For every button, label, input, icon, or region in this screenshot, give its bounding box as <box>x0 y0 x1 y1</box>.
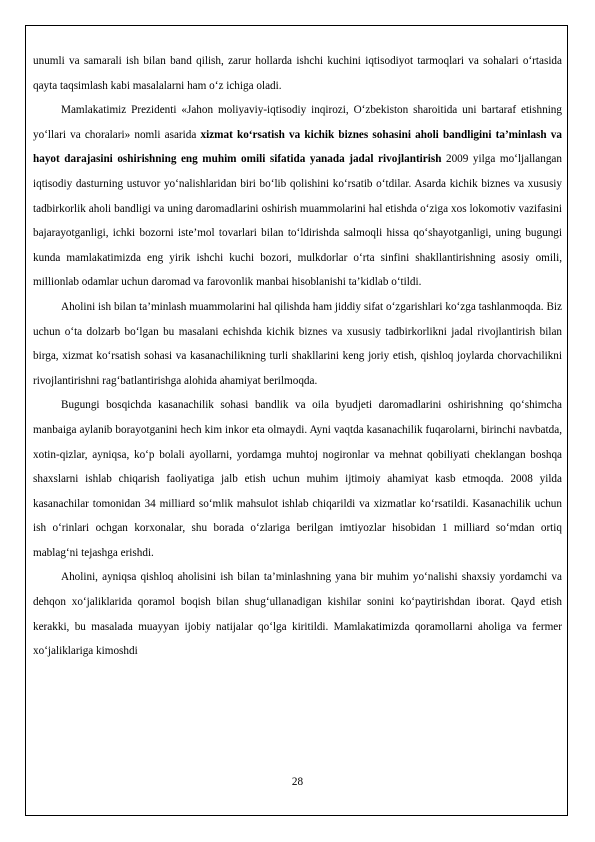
page-number: 28 <box>291 776 304 788</box>
paragraph <box>33 295 562 393</box>
paragraph-text: Mamlakatimiz Prezidenti «Jahon moliyaviy-iqtisodiy inqirozi, O‘zbekiston sharoitida uni bartaraf etishning yo‘llari va choralari» nomli asarida <box>33 104 562 141</box>
paragraph <box>33 565 562 663</box>
bold-text: xizmat ko‘rsatish va kichik biznes sohasini aholi bandligini ta’minlash va hayot darajasini oshirishning eng muhim omili sifatida yanada jadal rivojlantirish <box>33 128 562 166</box>
paragraph-text: Bugungi bosqichda kasanachilik sohasi bandlik va oila byudjeti daromadlarini oshirishning qo‘shimcha manbaiga aylanib borayotganini hech kim inkor eta olmaydi. Ayni vaqtda kasanachilik fuqarolarni, birinchi navbatda, xotin-qizlar, ayniqsa, ko‘p bolali ayollarni, yordamga muhtoj nogironlar va mehnat qobiliyati cheklangan boshqa shaxslarni ishlab chiqarish faoliyatiga jalb etish uchun muhim ijtimoiy ahamiyat kasb etmoqda. 2008 yilda kasanachilar tomonidan 34 milliard so‘mlik mahsulot ishlab chiqarildi va xizmatlar ko‘rsatildi. Kasanachilik uchun ish o‘rinlari ochgan korxonalar, shu borada o‘zlariga berilgan imtiyozlar hisobidan 1 milliard so‘mdan ortiq mablag‘ni tejashga erishdi. <box>33 399 562 559</box>
paragraph-text: Aholini ish bilan ta’minlash muammolarini hal qilishda ham jiddiy sifat o‘zgarishlari ko‘zga tashlanmoqda. Biz uchun o‘ta dolzarb bo‘lgan bu masalani echishda kichik biznes va xususiy tadbirkorlikni jadal rivojlantirish bilan birga, xizmat ko‘rsatish sohasi va kasanachilikning turli shakllarini keng joriy etish, qishloq joylarda chorvachilikni rivojlantirishni rag‘batlantirishga alohida ahamiyat berilmoqda. <box>33 300 562 387</box>
paragraph <box>33 49 562 98</box>
paragraph <box>33 98 562 295</box>
paragraph-text: Aholini, ayniqsa qishloq aholisini ish bilan ta’minlashning yana bir muhim yo‘nalishi shaxsiy yordamchi va dehqon xo‘jaliklarida qoramol boqish bilan shug‘ullanadigan kishilar sonini ko‘paytirishdan iborat. Qayd etish kerakki, bu masalada muayyan ijobiy natijalar qo‘lga kiritildi. Mamlakatimizda qoramollarni aholiga va fermer xo‘jaliklariga kimoshdi <box>33 571 562 658</box>
paragraph <box>33 393 562 565</box>
document-body <box>33 49 562 664</box>
paragraph-text: unumli va samarali ish bilan band qilish, zarur hollarda ishchi kuchini iqtisodiyot tarmoqlari va sohalari o‘rtasida qayta taqsimlash kabi masalalarni ham o‘z ichiga oladi. <box>33 55 562 92</box>
paragraph-text: 2009 yilga mo‘ljallangan iqtisodiy dasturning ustuvor yo‘nalishlaridan biri bo‘lib qolishini ko‘rsatib o‘tdilar. Asarda kichik biznes va xususiy tadbirkorlik aholi bandligi va uning daromadlarini oshirish muammolarini hal etishda o‘ziga xos lokomotiv vazifasini bajarayotganligi, ichki bozorni iste’mol tovarlari bilan to‘ldirishda salmoqli hissa qo‘shayotganligi, uning bugungi kunda mamlakatimizda eng yirik ishchi kuchi bozori, mulkdorlar o‘rta sinfini shakllantirishning asosiy omili, millionlab odamlar uchun daromad va farovonlik manbai hisoblanishi ta’kidlab o‘tildi. <box>33 153 562 289</box>
